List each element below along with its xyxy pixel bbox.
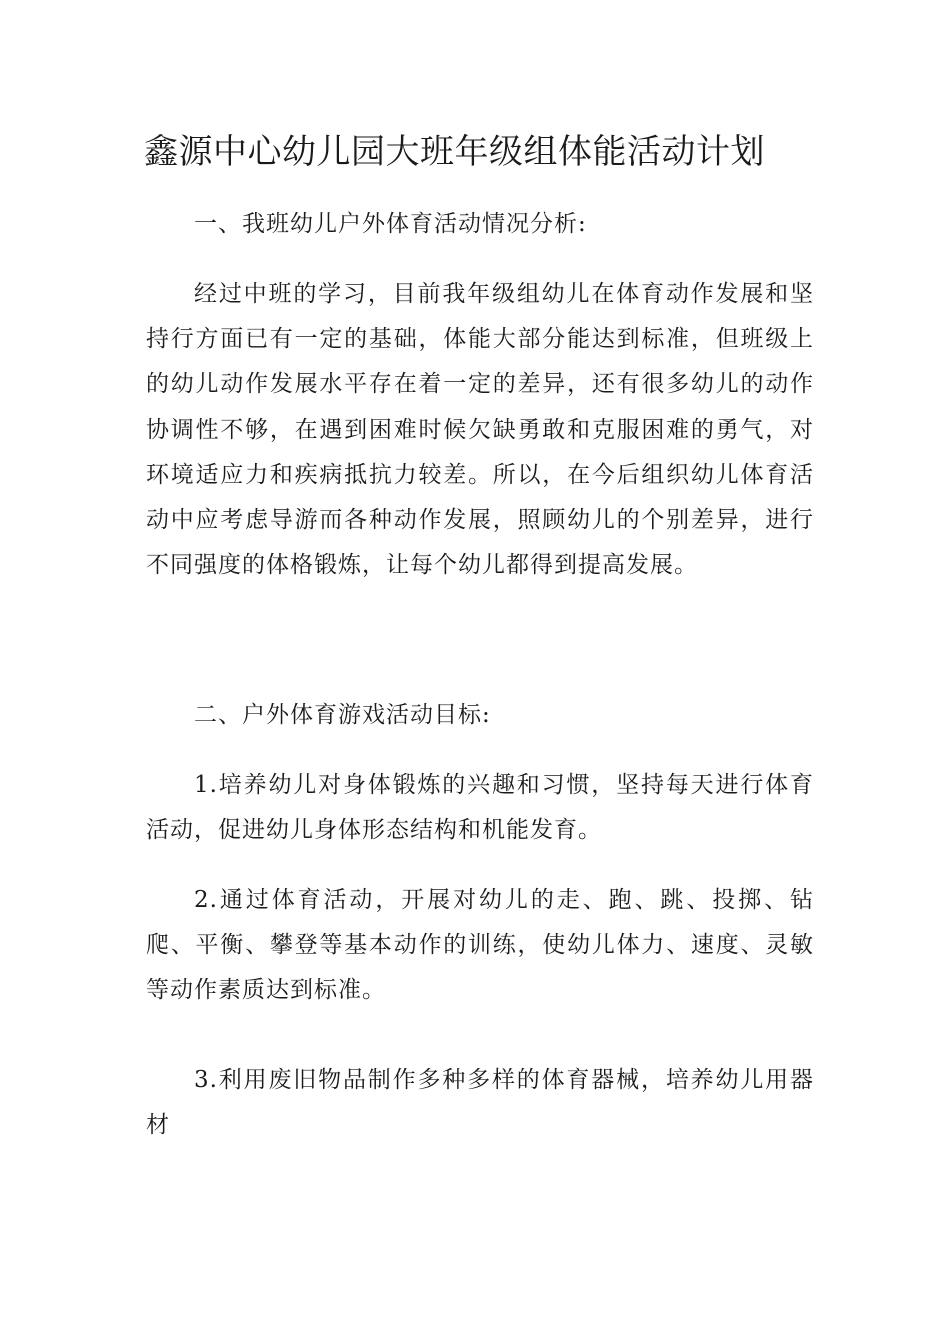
document-title: 鑫源中心幼儿园大班年级组体能活动计划 <box>144 132 765 172</box>
analysis-paragraph: 经过中班的学习，目前我年级组幼儿在体育动作发展和坚持行方面已有一定的基础，体能大部分能达到标准，但班级上的幼儿动作发展水平存在着一定的差异，还有很多幼儿的动作协调性不够，在遇到困难时候欠缺勇敢和克服困难的勇气，对环境适应力和疾病抵抗力较差。所以，在今后组织幼儿体育活动中应考虑导游而各种动作发展，照顾幼儿的个别差异，进行不同强度的体格锻炼，让每个幼儿都得到提高发展。 <box>146 281 814 579</box>
section-heading-goals: 二、户外体育游戏活动目标: <box>194 702 491 728</box>
goal-item-3: 3.利用废旧物品制作多种多样的体育器械，培养幼儿用器材 <box>146 1067 814 1139</box>
goal-item-2: 2.通过体育活动，开展对幼儿的走、跑、跳、投掷、钻爬、平衡、攀登等基本动作的训练，使幼儿体力、速度、灵敏等动作素质达到标准。 <box>146 887 814 1004</box>
goal-item-1: 1.培养幼儿对身体锻炼的兴趣和习惯，坚持每天进行体育活动，促进幼儿身体形态结构和机能发育。 <box>146 772 814 844</box>
section-heading-analysis: 一、我班幼儿户外体育活动情况分析: <box>194 211 587 237</box>
